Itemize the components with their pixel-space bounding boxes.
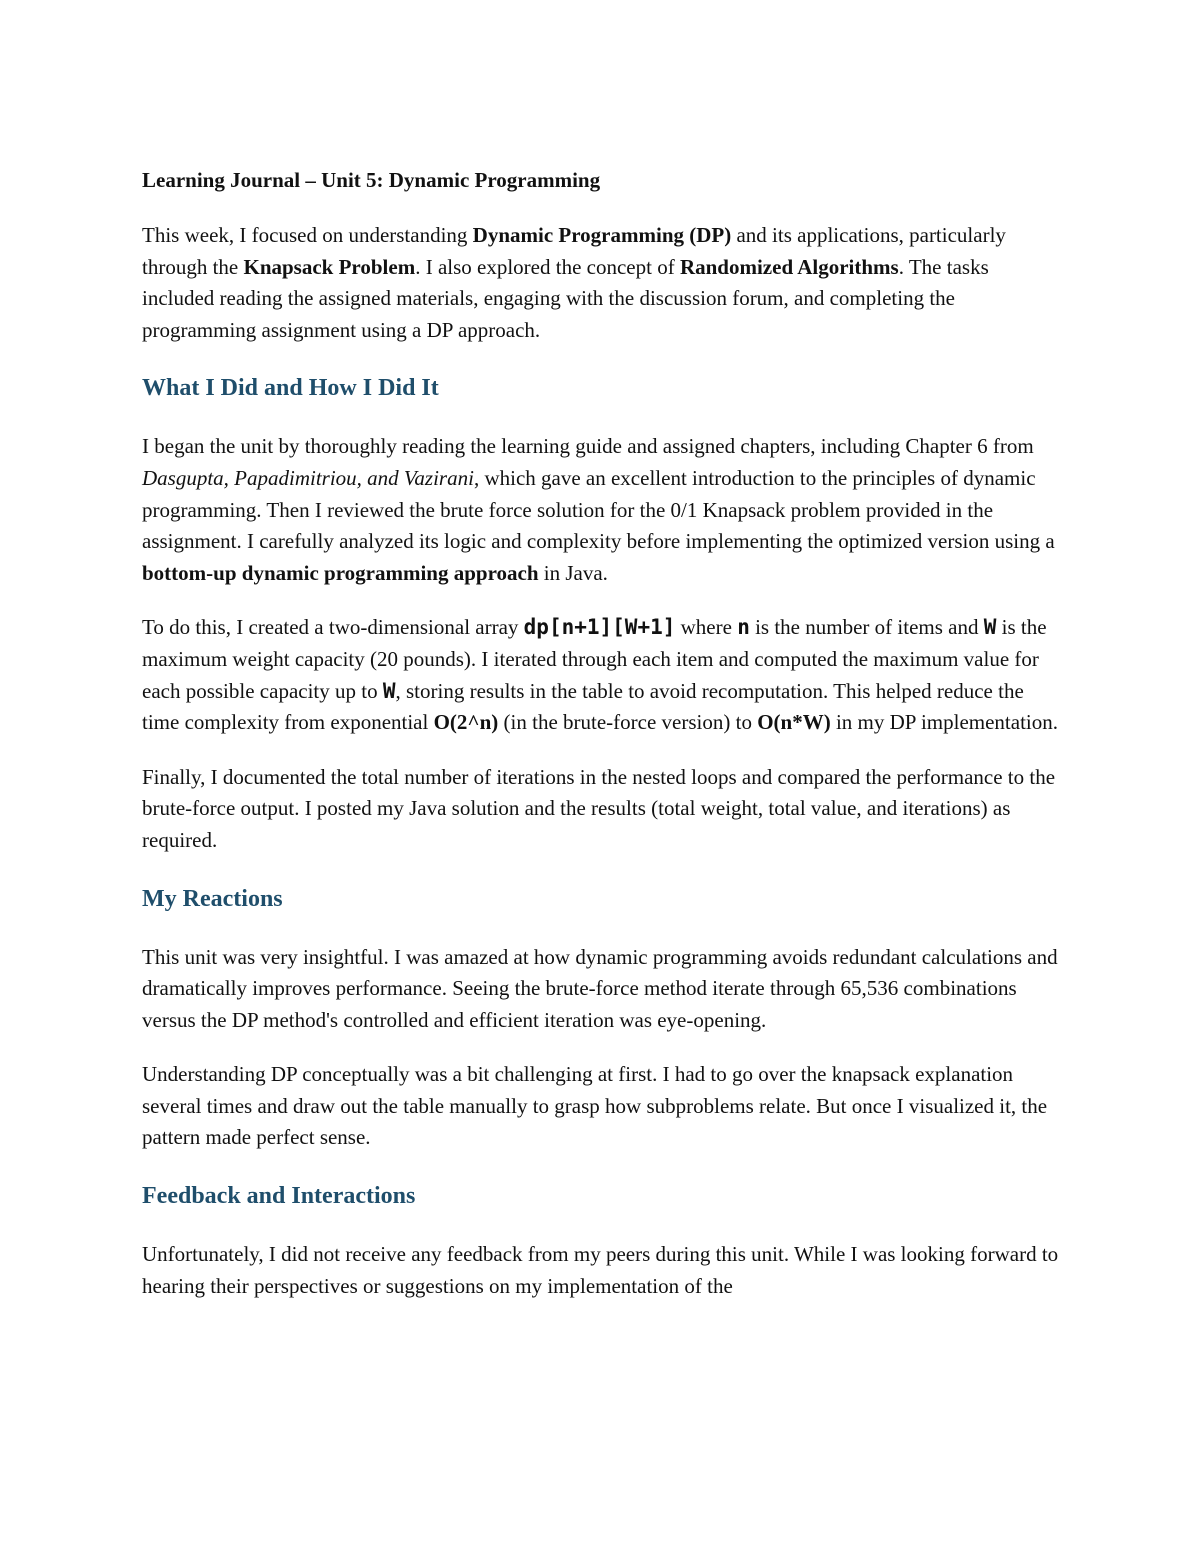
intro-text-3: . I also explored the concept of: [415, 254, 680, 279]
intro-paragraph: [142, 220, 1062, 346]
s1p2-code-n: n: [737, 615, 750, 640]
section1-paragraph-3: Finally, I documented the total number of iterations in the nested loops and compared the performance to the brute-force output. I posted my Java solution and the results (total weight, total value, and iterations) as required.: [142, 764, 1056, 852]
intro-text-1: This week, I focused on understanding: [142, 223, 473, 247]
intro-text-2: and its applications, particularly through the: [142, 223, 1006, 279]
document-title: Learning Journal – Unit 5: Dynamic Programming: [142, 168, 601, 192]
document-page: [142, 162, 1062, 1325]
s1p1-italic-authors: Dasgupta, Papadimitriou, and Vazirani: [142, 465, 474, 490]
intro-bold-dp: Dynamic Programming (DP): [472, 223, 732, 247]
s1p2-text-1: To do this, I created a two-dimensional array: [142, 615, 524, 640]
section2-paragraph-2: Understanding DP conceptually was a bit challenging at first. I had to go over the knapsack explanation several times and draw out the table manually to grasp how subproblems relate. But once I visualized it, the pattern made perfect sense.: [142, 1062, 1048, 1150]
section-heading-my-reactions: My Reactions: [142, 885, 283, 912]
intro-text-4: . The tasks included reading the assigned materials, engaging with the discussion forum, and completing the programming assignment using a DP approach.: [142, 254, 989, 342]
s1p2-code-w: W: [983, 615, 997, 640]
s1p2-text-4: is the maximum weight capacity (20 pounds). I iterated through each item and computed the maximum value for each possible capacity up to: [142, 615, 1047, 703]
s1p2-code-dp-array: dp[n+1][W+1]: [523, 615, 676, 640]
s1p1-text-3: in Java.: [538, 560, 608, 585]
section-heading-feedback: Feedback and Interactions: [142, 1183, 416, 1210]
s1p2-text-6: (in the brute-force version) to: [498, 710, 758, 735]
section1-paragraph-1: [142, 431, 1062, 589]
intro-bold-randomized: Randomized Algorithms: [679, 254, 899, 279]
section3-paragraph-1: Unfortunately, I did not receive any feedback from my peers during this unit. While I was looking forward to hearing their perspectives or suggestions on my implementation of the: [142, 1242, 1059, 1298]
section2-paragraph-1: This unit was very insightful. I was amazed at how dynamic programming avoids redundant calculations and dramatically improves performance. Seeing the brute-force method iterate through 65,536 combinations versus the DP method's controlled and efficient iteration was eye-opening.: [142, 944, 1058, 1032]
section1-paragraph-2: [142, 612, 1062, 738]
s1p1-text-1: I began the unit by thoroughly reading the learning guide and assigned chapters, including Chapter 6 from: [142, 434, 1034, 459]
s1p2-text-3: is the number of items and: [749, 615, 984, 640]
s1p2-text-2: where: [675, 615, 738, 640]
s1p1-bold-approach: bottom-up dynamic programming approach: [142, 560, 539, 585]
intro-bold-knapsack: Knapsack Problem: [243, 254, 416, 279]
s1p2-bold-nw: O(n*W): [757, 710, 831, 735]
s1p2-code-w-2: W: [382, 678, 396, 703]
s1p2-text-7: in my DP implementation.: [830, 710, 1058, 735]
s1p1-text-2: , which gave an excellent introduction to the principles of dynamic programming. Then I reviewed the brute force solution for the 0/1 Knapsack problem provided in the assignment. I carefully analyzed its logic and complexity before implementing the optimized version using a: [142, 465, 1055, 554]
s1p2-text-5: , storing results in the table to avoid recomputation. This helped reduce the time complexity from exponential: [142, 678, 1024, 735]
s1p2-bold-exponential: O(2^n): [433, 710, 499, 735]
section-heading-what-i-did: What I Did and How I Did It: [142, 375, 439, 402]
